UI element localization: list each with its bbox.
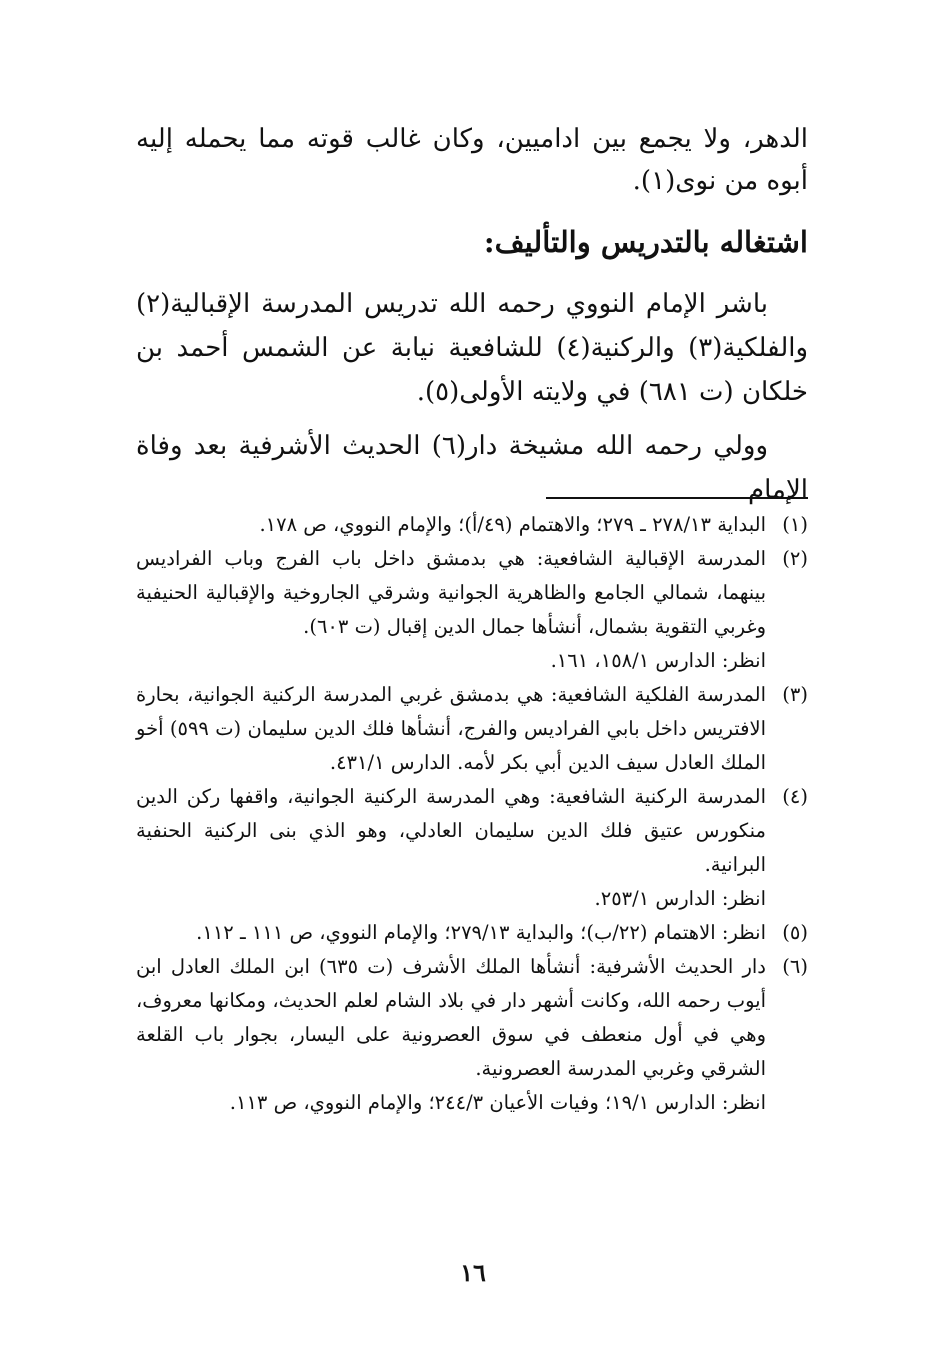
footnote-text: المدرسة الركنية الشافعية: وهي المدرسة الركنية الجوانية، واقفها ركن الدين منكورس عتيق فلك الدين سليمان العادلي، وهو الذي بنى الركنية الحنفية البرانية. <box>136 785 766 876</box>
footnote-5 <box>136 916 808 950</box>
page-number: ١٦ <box>460 1258 486 1287</box>
footnote-4 <box>136 780 808 916</box>
footnote-reference: انظر: الدارس ٢٥٣/١. <box>594 887 766 910</box>
footnote-text: دار الحديث الأشرفية: أنشأها الملك الأشرف (ت ٦٣٥) ابن الملك العادل ابن أيوب رحمه الله، وكانت أشهر دار في بلاد الشام لعلم الحديث، ومكانها معروف، وهي في أول منعطف في سوق العصرونية على اليسار، بجوار باب القلعة الشرقي وغربي المدرسة العصرونية. <box>136 955 766 1080</box>
intro-text: الدهر، ولا يجمع بين اداميين، وكان غالب قوته مما يحمله إليه أبوه من نوى(١). <box>136 124 808 196</box>
footnote-number: (٤) <box>782 785 808 808</box>
footnote-number: (١) <box>782 513 808 536</box>
footnote-text: انظر: الاهتمام (٢٢/ب)؛ والبداية ٢٧٩/١٣؛ والإمام النووي، ص ١١١ ـ ١١٢. <box>196 921 766 944</box>
footnote-text: البداية ٢٧٨/١٣ ـ ٢٧٩؛ والاهتمام (٤٩/أ)؛ والإمام النووي، ص ١٧٨. <box>259 513 766 536</box>
footnote-number: (٢) <box>782 547 808 570</box>
body-paragraph-2: وولي رحمه الله مشيخة دار(٦) الحديث الأشرفية بعد وفاة الإمام <box>136 431 808 505</box>
footnote-divider <box>546 497 808 499</box>
footnotes <box>136 508 808 1120</box>
footnote-number: (٣) <box>782 683 808 706</box>
footnote-number: (٦) <box>782 955 808 978</box>
footnote-6 <box>136 950 808 1120</box>
footnote-number: (٥) <box>782 921 808 944</box>
footnote-1 <box>136 508 808 542</box>
body-paragraph-1: باشر الإمام النووي رحمه الله تدريس المدرسة الإقبالية(٢) والفلكية(٣) والركنية(٤) للشافعية نيابة عن الشمس أحمد بن خلكان (ت ٦٨١) في ولايته الأولى(٥). <box>136 289 809 407</box>
footnote-text: المدرسة الإقبالية الشافعية: هي بدمشق داخل باب الفرج وباب الفراديس بينهما، شمالي الجامع والظاهرية الجوانية وشرقي الجاروخية والإقبالية الحنيفية وغربي التقوية بشمال، أنشأها جمال الدين إقبال (ت ٦٠٣). <box>136 547 766 638</box>
footnote-3 <box>136 678 808 780</box>
footnote-text: المدرسة الفلكية الشافعية: هي بدمشق غربي المدرسة الركنية الجوانية، بحارة الافتريس داخل بابي الفراديس والفرج، أنشأها فلك الدين سليمان (ت ٥٩٩) أخو الملك العادل سيف الدين أبي بكر لأمه. الدارس ٤٣١/١. <box>136 683 766 774</box>
footnote-2 <box>136 542 808 678</box>
section-heading: اشتغاله بالتدريس والتأليف: <box>483 225 808 259</box>
footnote-reference: انظر: الدارس ١٥٨/١، ١٦١. <box>550 649 766 672</box>
footnote-reference: انظر: الدارس ١٩/١؛ وفيات الأعيان ٢٤٤/٣؛ والإمام النووي، ص ١١٣. <box>229 1091 766 1114</box>
